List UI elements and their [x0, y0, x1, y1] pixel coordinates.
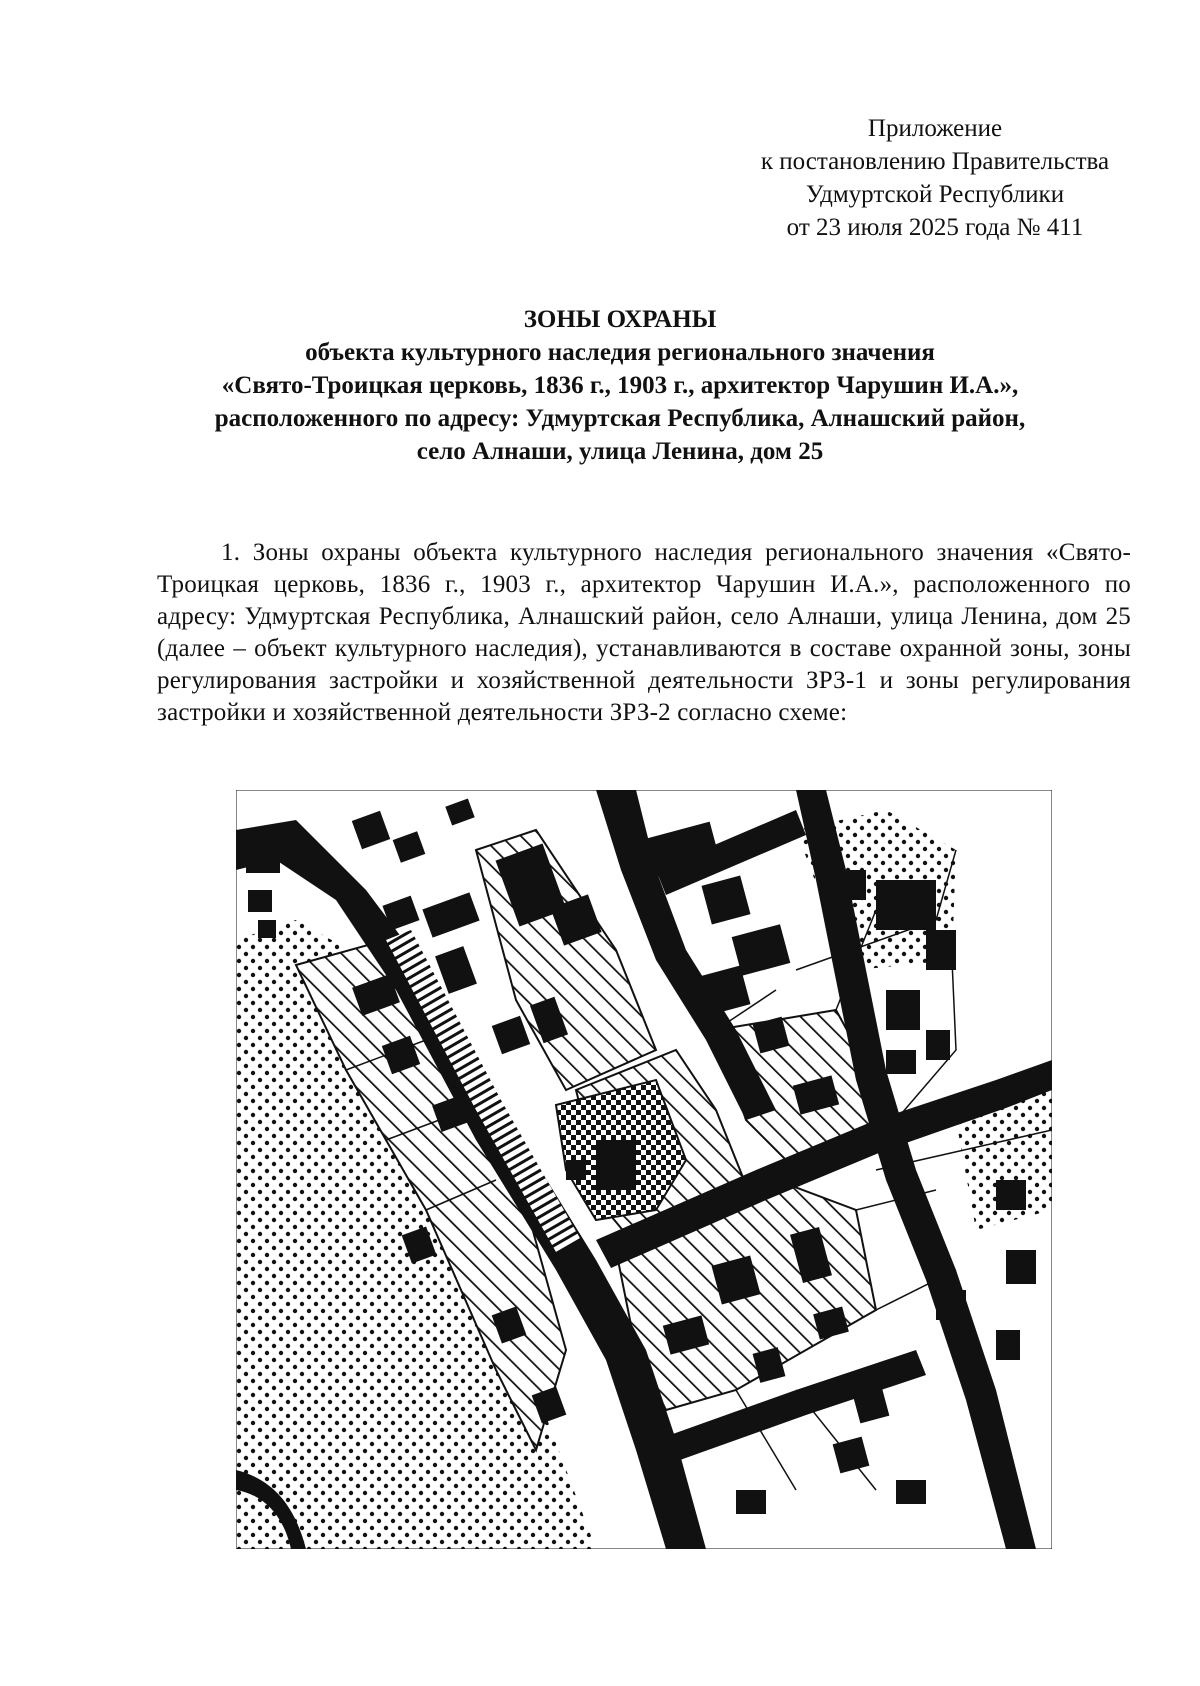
- appendix-line-3: Удмуртской Республики: [805, 181, 1065, 208]
- title-line-3: «Свято-Троицкая церковь, 1836 г., 1903 г., архитектор Чарушин И.А.»,: [221, 372, 1019, 399]
- paragraph-1: 1. Зоны охраны объекта культурного наследия регионального значения «Свято-Троицкая церковь, 1836 г., 1903 г., архитектор Чарушин И.А.», расположенного по адресу: Удмуртская Республика, Алнашский район, село Алнаши, улица Ленина, дом 25 (далее – объект культурного наследия), устанавливаются в составе охранной зоны, зоны регулирования застройки и хозяйственной деятельности ЗРЗ-1 и зоны регулирования застройки и хозяйственной деятельности ЗРЗ-2 согласно схеме:: [157, 539, 1131, 726]
- title-line-1: ЗОНЫ ОХРАНЫ: [523, 306, 717, 333]
- zones-scheme-map: [236, 790, 1052, 1549]
- appendix-line-1: Приложение: [867, 115, 1003, 142]
- title-line-4: расположенного по адресу: Удмуртская Республика, Алнашский район,: [214, 405, 1026, 432]
- appendix-block: [700, 112, 1170, 244]
- scheme-svg: [236, 790, 1052, 1549]
- document-title: [120, 303, 1120, 468]
- church-building: [596, 1140, 636, 1190]
- appendix-line-4: от 23 июля 2025 года № 411: [786, 214, 1084, 241]
- title-line-5: село Алнаши, улица Ленина, дом 25: [416, 438, 824, 465]
- title-line-2: объекта культурного наследия регионального значения: [305, 339, 935, 366]
- appendix-line-2: к постановлению Правительства: [760, 148, 1110, 175]
